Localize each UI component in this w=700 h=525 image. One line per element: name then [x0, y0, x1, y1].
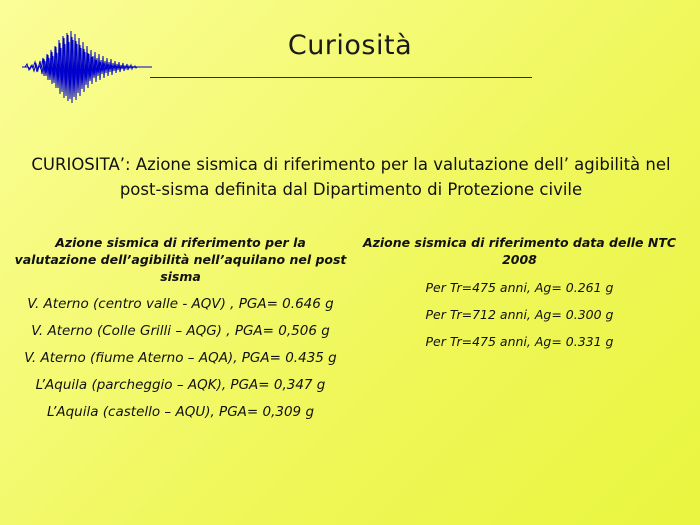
left-column: [14, 234, 347, 420]
list-item: V. Aterno (centro valle - AQV) , PGA= 0.646 g: [27, 296, 334, 312]
right-column-heading: Azione sismica di riferimento data delle NTC 2008: [362, 235, 677, 267]
list-item: Per Tr=712 anni, Ag= 0.300 g: [425, 307, 614, 322]
list-item: V. Aterno (Colle Grilli – AQG) , PGA= 0,506 g: [31, 323, 330, 339]
page-title: Curiosità: [287, 30, 413, 61]
list-item: Per Tr=475 anni, Ag= 0.261 g: [425, 280, 614, 295]
seismogram-icon: [22, 28, 152, 106]
list-item: V. Aterno (fiume Aterno – AQA), PGA= 0.435 g: [24, 350, 337, 366]
title-divider: [150, 77, 532, 78]
slide-subtitle: CURIOSITA’: Azione sismica di riferimento per la valutazione dell’ agibilità nel post-sisma definita dal Dipartimento di Protezione civile: [31, 155, 671, 199]
list-item: Per Tr=475 anni, Ag= 0.331 g: [425, 334, 614, 349]
content-columns: [14, 234, 686, 420]
right-column: [353, 234, 686, 420]
left-column-heading: Azione sismica di riferimento per la valutazione dell’agibilità nell’aquilano nel post sisma: [14, 235, 347, 284]
list-item: L’Aquila (castello – AQU), PGA= 0,309 g: [46, 404, 315, 420]
list-item: L’Aquila (parcheggio – AQK), PGA= 0,347 g: [35, 377, 326, 393]
